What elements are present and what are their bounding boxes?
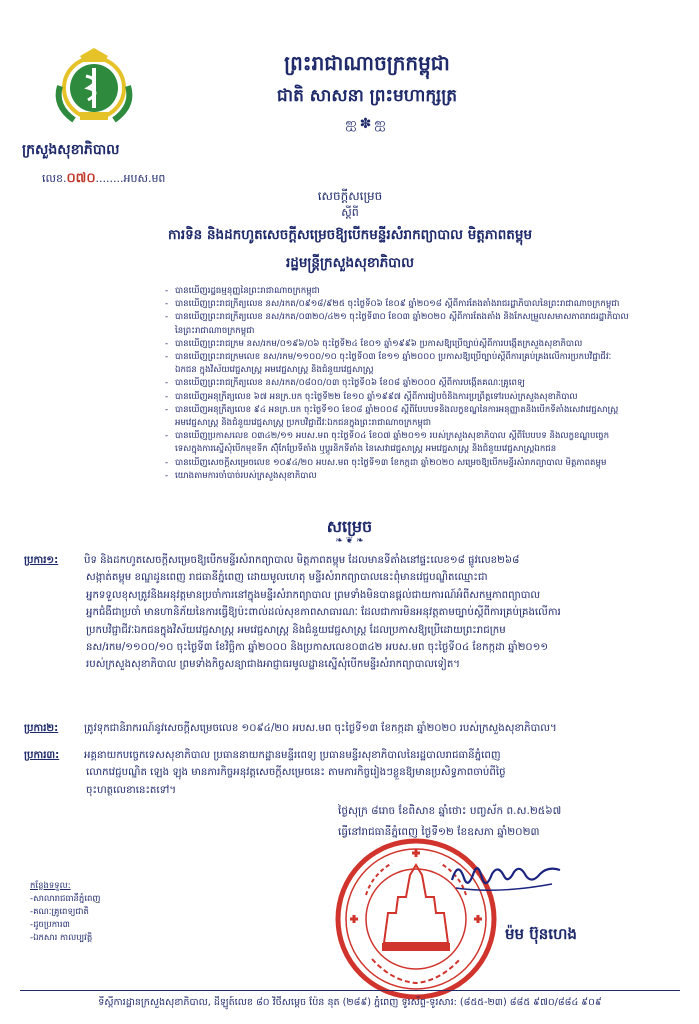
article-2-label: ប្រការ២:	[24, 723, 59, 734]
article-3	[24, 747, 684, 799]
signature-icon	[448, 850, 568, 900]
reference-number	[42, 170, 165, 189]
consideration-item: - យោងតាមការចាំបាច់របស់ក្រសួងសុខាភិបាល	[165, 470, 675, 483]
consideration-item: - បានឃើញអនុក្រឹត្យលេខ ៦៧ អនក្រ.បក ចុះថ្ងៃទី២២ ខែ១០ ឆ្នាំ១៩៩៧ ស្តីពីការរៀបចំនិងការប្រព្រឹត្តទៅរបស់ក្រសួងសុខាភិបាល	[165, 391, 675, 404]
kingdom-title: ព្រះរាជាណាចក្រកម្ពុជា	[284, 51, 450, 75]
article1-text-line: អ្នកទទួលខុសត្រូវនិងអនុវត្តមានប្រចាំការនៅក្នុងមន្ទីរសំរាកព្យាបាល ព្រមទាំងមិនបានផ្តល់ជាយការណ៍អំពីសកម្មភាពព្យាបាល	[86, 589, 541, 601]
recipients-block	[30, 880, 101, 945]
national-motto: ជាតិ សាសនា ព្រះមហាក្សត្រ	[276, 86, 458, 106]
article1-text-line: នស/រកម/១១០០/១០ ចុះថ្ងៃទី៣ ខែវិច្ឆិកា ឆ្នាំ២០០០ និងប្រកាសលេខ០៣៤២ អបស.មព ចុះថ្ងៃទី០៤ ខែកក្កដា ឆ្នាំ២០១១	[86, 642, 549, 654]
footer-address: ទីស្តីការដ្ឋានក្រសួងសុខាភិបាល, ដីឡូត៍លេខ ៨០ វិថីសម្តេច ប៉ែន នុត (២៨៩) ភ្នំពេញ ទូរស័ព្ទ-ទូរសារ: (៨៥៥-២៣) ៨៨៥ ៩៧០/៨៨៤ ៩០៩	[98, 997, 602, 1008]
consideration-item: - បានឃើញរដ្ឋធម្មនុញ្ញនៃព្រះរាជាណាចក្រកម្ពុជា	[165, 285, 675, 298]
considerations-list	[165, 285, 675, 483]
article-1-label: ប្រការ១:	[24, 555, 59, 566]
solar-date: ធ្វើនៅរាជធានីភ្នំពេញ ថ្ងៃទី១២ ខែឧសភា ឆ្នាំ២០២៣	[338, 826, 540, 838]
signer-name: ម៉ម ប៊ុនហេង	[505, 925, 577, 943]
consideration-item: - បានឃើញព្រះរាជក្រម នស/រកម/០១៩៦/០៦ ចុះថ្ងៃទី២៤ ខែ០១ ឆ្នាំ១៩៩៦ ប្រកាសឱ្យប្រើច្បាប់ស្តីពីការបង្កើតក្រសួងសុខាភិបាល	[165, 338, 675, 351]
consideration-item: ទេសក្នុងការស្នើសុំបើកមុខទីក ស៊ុំកែប្រែទីតាំង ឬប្តូរនិកទីតាំង នៃសេវាវេជ្ជសាស្ត្រ អមវេជ្ជសាស្ត្រ និងជំនួយវេជ្ជសាស្ត្រឯកជន	[175, 444, 557, 455]
header-ornament: ஐ✽ஐ	[345, 116, 389, 132]
issuer-title: រដ្ឋមន្ត្រីក្រសួងសុខាភិបាល	[285, 255, 414, 271]
consideration-item: - បានឃើញព្រះរាជក្រឹត្យលេខ នស/រកត/០៨០០/០៣ ចុះថ្ងៃទី០៦ ខែ០៨ ឆ្នាំ២០០០ ស្តីពីការបង្កើតគណៈគ្រូពេទ្យ	[165, 377, 675, 390]
doc-about-label: ស្តីពី	[341, 206, 359, 219]
recipient-item: -គណៈគ្រូពេទ្យជាតិ	[30, 907, 89, 917]
article1-text-line: បិទ និងដកហូតសេចក្តីសម្រេចឱ្យបើកមន្ទីរសំរាកព្យាបាល មិត្តភាពតម្ពុម ដែលមានទីតាំងនៅផ្ទះលេខ១៨ ផ្លូវលេខ២៦៨	[84, 555, 520, 566]
ref-suffix: ........អបស.មព	[95, 172, 166, 185]
consideration-item: - បានឃើញព្រះរាជក្រឹត្យលេខ នស/រកត/០៩១៨/៩២៥ ចុះថ្ងៃទី០៦ ខែ០៩ ឆ្នាំ២០១៨ ស្តីពីការតែងតាំងរាជរដ្ឋាភិបាលនៃព្រះរាជាណាចក្រកម្ពុជា	[165, 298, 675, 311]
ref-prefix: លេខ.	[42, 172, 67, 185]
decision-heading: សម្រេច	[326, 517, 373, 536]
ministry-logo-icon	[50, 46, 138, 128]
consideration-item: - បានឃើញព្រះរាជក្រឹត្យលេខ នស/រកត/០៣២០/៤២១ ចុះថ្ងៃទី៣០ ខែ០៣ ឆ្នាំ២០២០ ស្តីពីការតែងតាំង និងកែសម្រួលសមាសភាពរាជរដ្ឋាភិបាល	[165, 311, 675, 324]
article2-text-line: ត្រូវទុកជានិរាករណ៍នូវសេចក្តីសម្រេចលេខ ១០៩៤/២០ អបស.មព ចុះថ្ងៃទី១៣ ខែកក្កដា ឆ្នាំ២០២០ របស់ក្រសួងសុខាភិបាល។	[84, 723, 557, 734]
consideration-item: នៃព្រះរាជាណាចក្រកម្ពុជា	[175, 325, 255, 336]
recipient-item: -សាលារាជធានីភ្នំពេញ	[30, 894, 101, 904]
recipients-title: កន្លែងទទួល:	[30, 881, 71, 891]
recipient-item: -ឯកសារ កាលប្បវត្តិ	[30, 933, 93, 943]
article3-text-line: អគ្គនាយកបច្ចេកទេសសុខាភិបាល ប្រធាននាយកដ្ឋានមន្ទីរពេទ្យ ប្រធានមន្ទីរសុខាភិបាលនៃរដ្ឋបាលរាជធានីភ្នំពេញ	[84, 750, 501, 761]
article-2	[24, 720, 684, 737]
consideration-item: - បានឃើញព្រះរាជក្រមលេខ នស/រកម/១១០០/១០ ចុះថ្ងៃទី០៣ ខែ១១ ឆ្នាំ២០០០ ប្រកាសឱ្យប្រើច្បាប់ស្តីពីការគ្រប់គ្រងលើការប្រកបវិជ្ជាជីវៈ	[165, 351, 675, 364]
decision-ornament: ❧ ❦ ❧	[335, 536, 364, 546]
consideration-item: - បានឃើញសេចក្តីសម្រេចលេខ ១០៩៤/២០ អបស.មព ចុះថ្ងៃទី១៣ ខែកក្កដា ឆ្នាំ២០២០ សម្រេចឱ្យបើកមន្ទីរសំរាកព្យាបាល មិត្តភាពតម្ពុម	[165, 457, 675, 470]
article-3-label: ប្រការ៣:	[24, 750, 60, 761]
ref-number-value: ០៧០	[66, 171, 96, 186]
article1-text-line: ប្រកបវិជ្ជាជីវៈឯកជនក្នុងវិស័យវេជ្ជសាស្ត្រ អមវេជ្ជសាស្ត្រ និងជំនួយវេជ្ជសាស្ត្រ ដែលប្រកាសឱ្យប្រើដោយព្រះរាជក្រម	[86, 624, 506, 636]
consideration-item: - បានឃើញអនុក្រឹត្យលេខ ៩៤ អនក្រ.បក ចុះថ្ងៃទី១០ ខែ០៨ ឆ្នាំ២០០៨ ស្តីពីបែបបទនិងលក្ខខណ្ឌនៃការអនុញ្ញាតនិងបើកទីតាំងសេវាវេជ្ជសាស្ត្រ	[165, 404, 675, 417]
article-1	[24, 552, 684, 674]
article1-text-line: អ្នកជំងឺជាប្រចាំ មានហានិភ័យនៃការធ្វើឱ្យប៉ះពាល់ដល់សុខភាពសាធារណៈ ដែលជាការមិនអនុវត្តតាមច្បាប់ស្តីពីការគ្រប់គ្រងលើការ	[86, 607, 561, 619]
lunar-date: ថ្ងៃសុក្រ ៨រោច ខែពិសាខ ឆ្នាំថោះ បញ្ចស័ក ព.ស.២៥៦៧	[338, 805, 562, 817]
article3-text-line: ចុះហត្ថលេខានេះតទៅ។	[86, 784, 177, 796]
doc-type-title: សេចក្តីសម្រេច	[317, 189, 383, 203]
recipient-item: -ដូចប្រការ៣	[30, 920, 70, 930]
consideration-item: - បានឃើញប្រកាសលេខ ០៣៤២/១១ អបស.មព ចុះថ្ងៃទី០៤ ខែ០៧ ឆ្នាំ២០១១ របស់ក្រសួងសុខាភិបាល ស្តីពីបែបបទ និងលក្ខខណ្ឌបច្ចេក	[165, 430, 675, 443]
consideration-item: អមវេជ្ជសាស្ត្រ និងជំនួយវេជ្ជសាស្ត្រ ប្រកបវិជ្ជាជីវៈឯកជនក្នុងព្រះរាជាណាចក្រកម្ពុជា	[175, 418, 432, 429]
article3-text-line: លោកវេជ្ជបណ្ឌិត ឡេង ឡុង មានភារកិច្ចអនុវត្តសេចក្តីសម្រេចនេះ តាមភារកិច្ចរៀងៗខ្លួនឱ្យមានប្រសិទ្ធភាពចាប់ពីថ្ងៃ	[86, 767, 506, 779]
consideration-item: ឯកជន ក្នុងវិស័យវេជ្ជសាស្ត្រ អមវេជ្ជសាស្ត្រ និងជំនួយវេជ្ជសាស្ត្រ	[175, 365, 374, 376]
doc-subject-title: ការទិន និងដកហូតសេចក្តីសម្រេចឱ្យបើកមន្ទីរសំរាកព្យាបាល មិត្តភាពតម្ពុម	[167, 227, 533, 243]
footer-divider	[20, 990, 680, 991]
ministry-name: ក្រសួងសុខាភិបាល	[22, 142, 120, 158]
article1-text-line: សង្កាត់តម្ពុម ខណ្ឌដូនពេញ រាជធានីភ្នំពេញ ដោយមូលហេតុ មន្ទីរសំរាកព្យាបាលនេះពុំមានវេជ្ជបណ្ឌិតឈ្មោះជា	[86, 572, 488, 584]
article1-text-line: របស់ក្រសួងសុខាភិបាល ព្រមទាំងកិច្ចសន្យាជាងអាជ្ញាធរមូលដ្ឋានស្នើសុំបើកមន្ទីរសំរាកព្យាបាលទៀត។	[86, 659, 461, 671]
